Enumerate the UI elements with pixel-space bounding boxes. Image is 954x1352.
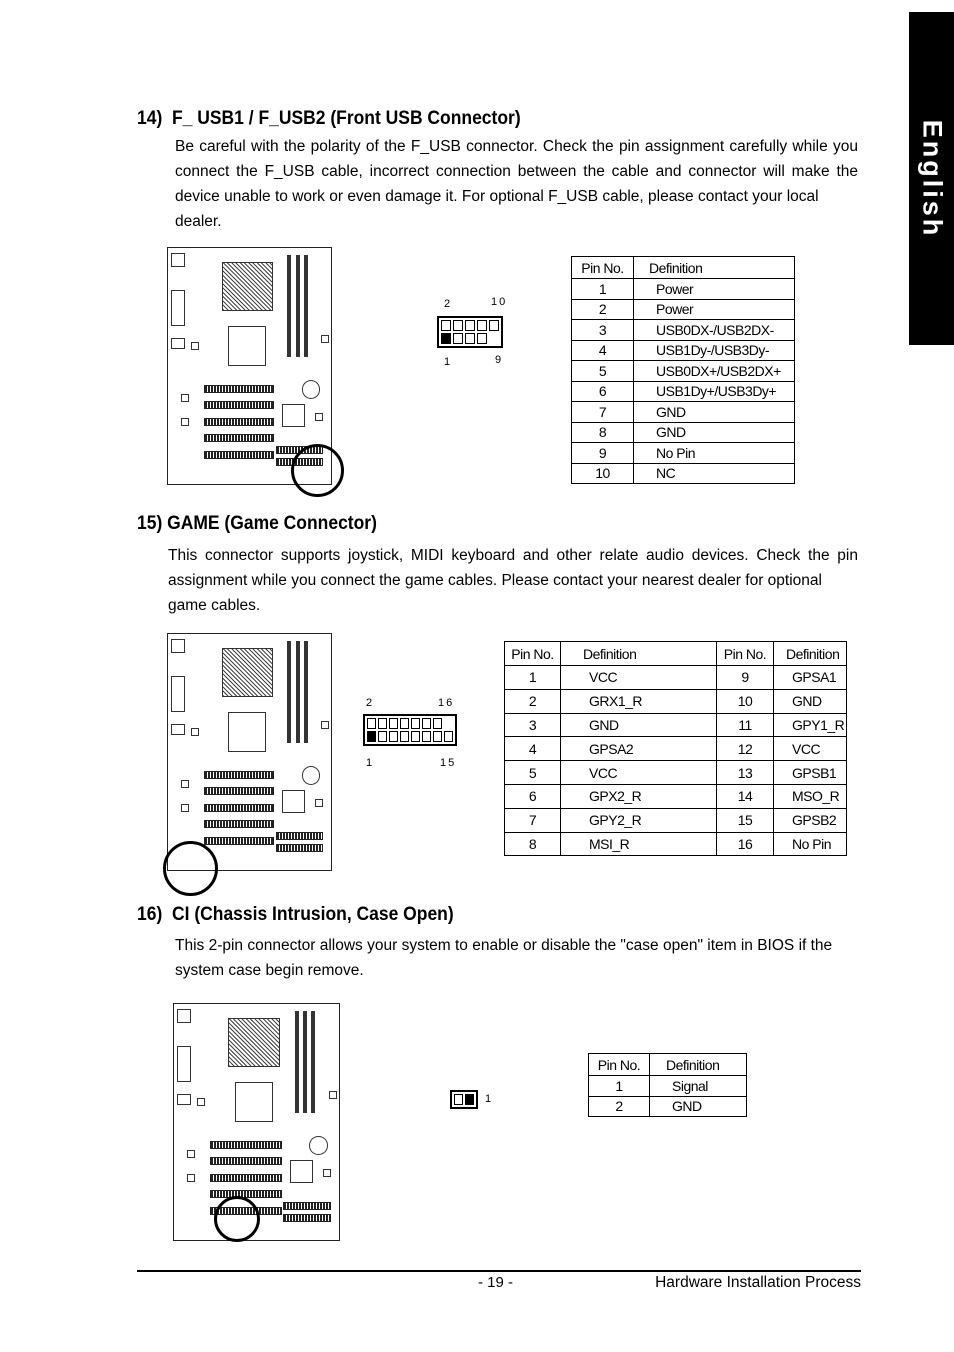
table-cell: 1 — [505, 666, 561, 690]
pin-label: 1 — [366, 757, 375, 769]
pin-label: 1 — [485, 1093, 494, 1105]
table-cell: 13 — [717, 761, 774, 785]
table-cell: 8 — [505, 832, 561, 856]
table-cell: GND — [650, 1096, 747, 1117]
table-cell: GND — [561, 713, 717, 737]
pin-label: 9 — [495, 354, 504, 366]
table-row — [589, 1076, 747, 1097]
table-row — [572, 279, 795, 300]
footer-section-title: Hardware Installation Process — [655, 1274, 861, 1291]
section-16-body-last: system case begin remove. — [175, 962, 364, 979]
table-cell: MSI_R — [561, 832, 717, 856]
table-cell: GPSA2 — [561, 737, 717, 761]
page-number: - 19 - — [478, 1274, 514, 1291]
game-header-icon — [363, 714, 457, 746]
table-cell: USB1Dy+/USB3Dy+ — [634, 381, 795, 402]
table-cell: 3 — [572, 320, 634, 341]
table-header: Definition — [650, 1054, 747, 1076]
table-row — [589, 1096, 747, 1117]
table-cell: GPX2_R — [561, 784, 717, 808]
table-cell: 2 — [572, 299, 634, 320]
table-cell: 15 — [717, 808, 774, 832]
table-row — [505, 832, 847, 856]
section-15-heading — [137, 513, 377, 535]
table-cell: 2 — [589, 1096, 650, 1117]
table-cell: 11 — [717, 713, 774, 737]
table-cell: 10 — [717, 689, 774, 713]
table-row — [572, 340, 795, 361]
table-cell: VCC — [561, 761, 717, 785]
language-tab-label: English — [917, 119, 947, 238]
table-row — [505, 713, 847, 737]
section-15-body: This connector supports joystick, MIDI keyboard and other relate audio devices. Check the pin assignment while you connect the game cables. Please contact your nearest dealer for optional — [168, 547, 858, 589]
table-cell: 9 — [717, 666, 774, 690]
table-cell: 14 — [717, 784, 774, 808]
pin-label: 16 — [438, 697, 455, 709]
table-cell: VCC — [561, 666, 717, 690]
table-cell: USB0DX-/USB2DX- — [634, 320, 795, 341]
connector-location-marker — [214, 1196, 260, 1242]
table-cell: MSO_R — [774, 784, 847, 808]
table-cell: Signal — [650, 1076, 747, 1097]
table-cell: 5 — [505, 761, 561, 785]
section-16-body: This 2-pin connector allows your system to enable or disable the "case open" item in BIOS if the — [175, 937, 833, 954]
table-cell: GPSB2 — [774, 808, 847, 832]
game-pin-table — [504, 641, 847, 856]
table-cell: GND — [634, 402, 795, 423]
table-cell: 2 — [505, 689, 561, 713]
pin-label: 15 — [440, 757, 457, 769]
section-14-body: Be careful with the polarity of the F_USB connector. Check the pin assignment carefully while you connect the F_USB cable, incorrect connection between the cable and connector will make the device unable to work or even damage it. For optional F_USB cable, please contact your local — [175, 138, 858, 205]
section-14-heading — [137, 108, 521, 130]
table-cell: 6 — [572, 381, 634, 402]
f-usb-header-icon — [437, 316, 503, 348]
table-cell: 3 — [505, 713, 561, 737]
pin-label: 2 — [444, 298, 453, 310]
connector-location-marker — [163, 841, 218, 896]
table-header: Definition — [774, 642, 847, 666]
table-row — [572, 381, 795, 402]
table-cell: USB1Dy-/USB3Dy- — [634, 340, 795, 361]
table-cell: 1 — [572, 279, 634, 300]
table-cell: GPY2_R — [561, 808, 717, 832]
table-row — [572, 422, 795, 443]
table-row — [572, 299, 795, 320]
language-tab — [909, 12, 954, 345]
section-number: 16) — [137, 904, 163, 925]
table-cell: 7 — [572, 402, 634, 423]
section-title: GAME (Game Connector) — [167, 513, 377, 534]
table-cell: 9 — [572, 443, 634, 464]
table-header: Pin No. — [717, 642, 774, 666]
motherboard-diagram — [167, 633, 332, 871]
ci-pin-table — [588, 1053, 747, 1117]
table-cell: NC — [634, 463, 795, 484]
table-row — [505, 808, 847, 832]
connector-location-marker — [291, 444, 344, 497]
table-cell: No Pin — [774, 832, 847, 856]
table-header: Definition — [561, 642, 717, 666]
pin-label: 10 — [491, 296, 508, 308]
section-title: F_ USB1 / F_USB2 (Front USB Connector) — [171, 108, 521, 129]
section-number: 15) — [137, 513, 163, 534]
table-row — [505, 666, 847, 690]
table-header: Pin No. — [589, 1054, 650, 1076]
table-cell: 10 — [572, 463, 634, 484]
table-cell: 1 — [589, 1076, 650, 1097]
motherboard-diagram — [173, 1003, 340, 1241]
table-row — [572, 361, 795, 382]
table-row — [572, 443, 795, 464]
table-cell: GND — [774, 689, 847, 713]
table-row — [505, 689, 847, 713]
table-header: Pin No. — [572, 257, 634, 279]
section-16-heading — [137, 904, 454, 926]
section-15-body-last: game cables. — [168, 597, 261, 614]
table-cell: No Pin — [634, 443, 795, 464]
table-cell: 5 — [572, 361, 634, 382]
table-cell: 8 — [572, 422, 634, 443]
table-cell: GPY1_R — [774, 713, 847, 737]
table-row — [505, 761, 847, 785]
table-cell: VCC — [774, 737, 847, 761]
table-cell: 7 — [505, 808, 561, 832]
f-usb-pin-table — [571, 256, 795, 484]
table-row — [505, 784, 847, 808]
table-cell: GRX1_R — [561, 689, 717, 713]
table-cell: 12 — [717, 737, 774, 761]
ci-header-icon — [450, 1090, 478, 1109]
section-number: 14) — [137, 108, 163, 129]
section-14-body-last: dealer. — [175, 213, 222, 230]
table-row — [572, 463, 795, 484]
table-row — [572, 402, 795, 423]
table-header: Pin No. — [505, 642, 561, 666]
pin-label: 2 — [366, 697, 375, 709]
table-cell: Power — [634, 299, 795, 320]
table-cell: GPSA1 — [774, 666, 847, 690]
table-cell: Power — [634, 279, 795, 300]
table-header: Definition — [634, 257, 795, 279]
pin-label: 1 — [444, 356, 453, 368]
table-cell: USB0DX+/USB2DX+ — [634, 361, 795, 382]
table-cell: 4 — [572, 340, 634, 361]
table-row — [572, 320, 795, 341]
footer-rule — [137, 1270, 861, 1272]
table-cell: 4 — [505, 737, 561, 761]
table-cell: GPSB1 — [774, 761, 847, 785]
table-cell: 16 — [717, 832, 774, 856]
table-cell: GND — [634, 422, 795, 443]
section-title: CI (Chassis Intrusion, Case Open) — [171, 904, 454, 925]
table-cell: 6 — [505, 784, 561, 808]
table-row — [505, 737, 847, 761]
